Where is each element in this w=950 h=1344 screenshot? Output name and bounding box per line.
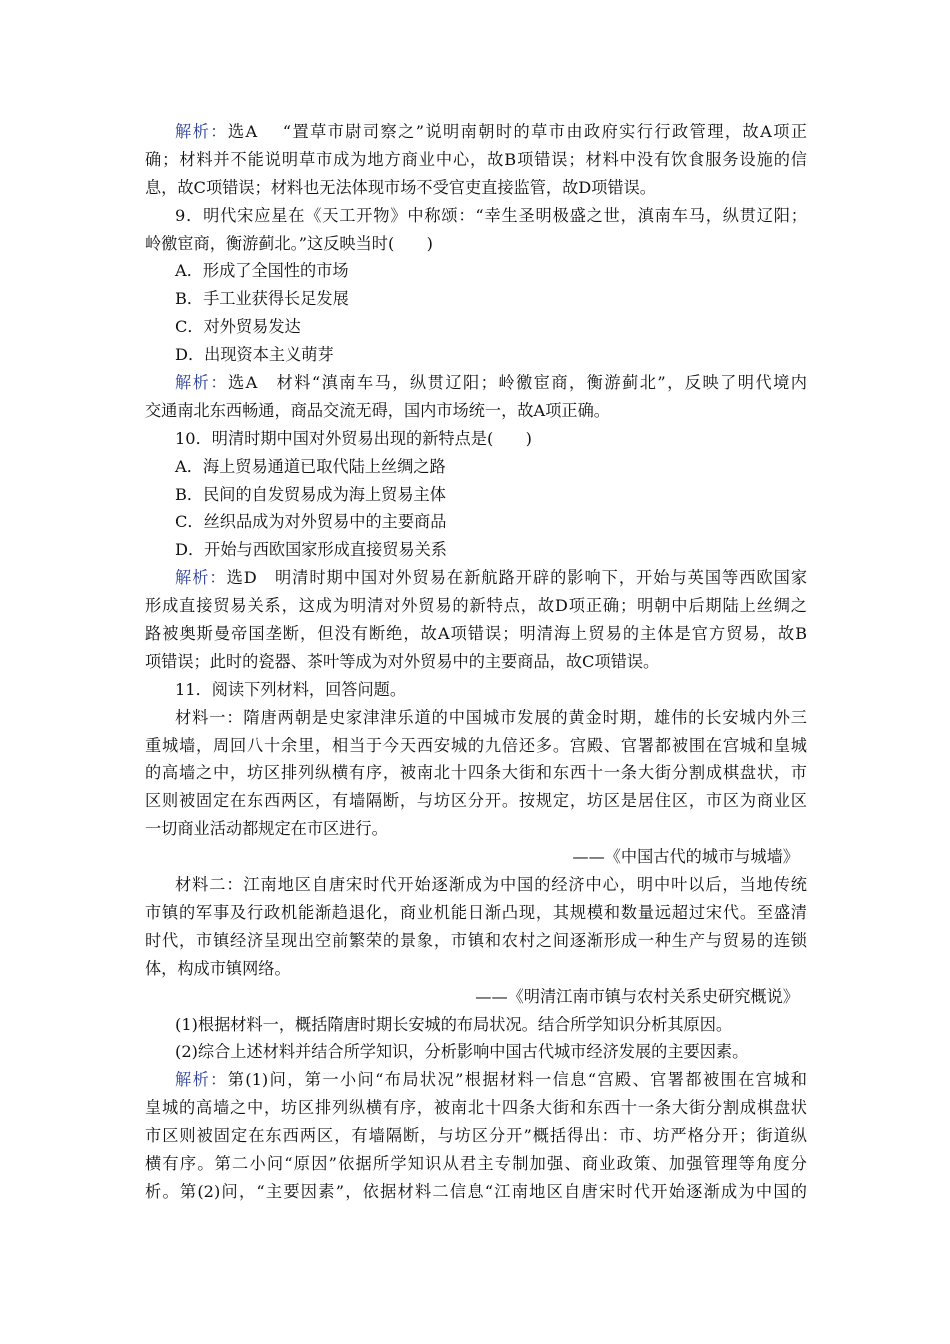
text-line [145,871,807,899]
line-text: 路被奥斯曼帝国垄断，但没有断绝，故A项错误；明清海上贸易的主体是官方贸易，故B [145,624,807,644]
line-text: (1)根据材料一，概括隋唐时期长安城的布局状况。结合所学知识分析其原因。 [175,1014,733,1034]
line-text: 横有序。第二小问“原因”依据所学知识从君主专制加强、商业政策、加强管理等角度分 [145,1153,807,1173]
text-line [145,732,807,760]
text-line [145,341,807,369]
text-line [145,676,807,704]
text-line [145,564,807,592]
line-text: 的高墙之中，坊区排列纵横有序，被南北十四条大街和东西十一条大街分割成棋盘状，市 [145,763,807,783]
text-line [145,927,807,955]
text-line [145,146,807,174]
text-line [145,202,807,230]
analysis-label: 解析： [175,373,229,393]
text-line [145,1038,807,1066]
text-line [145,1094,807,1122]
text-line [145,230,807,258]
line-text: A．形成了全国性的市场 [175,261,349,281]
text-line [145,313,807,341]
text-line [145,508,807,536]
text-line [145,1150,807,1178]
line-text: ——《中国古代的城市与城墙》 [572,847,799,867]
text-line [145,899,807,927]
line-text: 息，故C项错误；材料也无法体现市场不受官吏直接监管，故D项错误。 [145,177,656,197]
text-line [145,1066,807,1094]
text-line [145,425,807,453]
line-text: 市镇的军事及行政机能渐趋退化，商业机能日渐凸现，其规模和数量远超过宋代。至盛清 [145,902,807,922]
text-line [145,983,807,1011]
line-text: 11．阅读下列材料，回答问题。 [175,679,407,699]
line-text: 选A 材料“滇南车马，纵贯辽阳；岭徼宦商，衡游蓟北”，反映了明代境内 [228,373,807,393]
line-text: 选D 明清时期中国对外贸易在新航路开辟的影响下，开始与英国等西欧国家 [226,568,807,588]
text-line [145,787,807,815]
text-line [145,1011,807,1039]
analysis-label: 解析： [175,122,228,141]
text-line [145,620,807,648]
text-line [145,397,807,425]
line-text: 选A “置草市尉司察之”说明南朝时的草市由政府实行行政管理，故A项正 [227,122,807,141]
line-text: 区则被固定在东西两区，有墙隔断，与坊区分开。按规定，坊区是居住区，市区为商业区 [145,791,807,811]
line-text: A．海上贸易通道已取代陆上丝绸之路 [175,456,446,476]
line-text: ——《明清江南市镇与农村关系史研究概说》 [475,986,799,1006]
line-text: 市区则被固定在东西两区，有墙隔断，与坊区分开”概括得出：市、坊严格分开；街道纵 [145,1126,807,1146]
text-line [145,285,807,313]
line-text: B．手工业获得长足发展 [175,289,349,309]
text-line [145,1122,807,1150]
line-text: 析。第(2)问，“主要因素”，依据材料二信息“江南地区自唐宋时代开始逐渐成为中国的 [145,1181,807,1201]
line-text: C．丝织品成为对外贸易中的主要商品 [175,512,447,532]
line-text: 体，构成市镇网络。 [145,958,291,978]
document-page [145,118,807,1206]
text-line [145,648,807,676]
text-line [145,481,807,509]
line-text: 材料一：隋唐两朝是史家津津乐道的中国城市发展的黄金时期，雄伟的长安城内外三 [175,707,807,727]
line-text: 形成直接贸易关系，这成为明清对外贸易的新特点，故D项正确；明朝中后期陆上丝绸之 [145,596,807,616]
text-line [145,369,807,397]
text-line [145,955,807,983]
analysis-label: 解析： [175,1070,228,1090]
line-text: D．出现资本主义萌芽 [175,345,334,365]
line-text: (2)综合上述材料并结合所学知识，分析影响中国古代城市经济发展的主要因素。 [175,1042,749,1062]
text-line [145,118,807,146]
line-text: 材料二：江南地区自唐宋时代开始逐渐成为中国的经济中心，明中叶以后，当地传统 [175,875,807,895]
line-text: 时代，市镇经济呈现出空前繁荣的景象，市镇和农村之间逐渐形成一种生产与贸易的连锁 [145,930,807,950]
text-line [145,592,807,620]
line-text: 10．明清时期中国对外贸易出现的新特点是( ) [175,428,532,448]
text-line [145,759,807,787]
line-text: 交通南北东西畅通，商品交流无碍，国内市场统一，故A项正确。 [145,400,610,420]
line-text: B．民间的自发贸易成为海上贸易主体 [175,484,446,504]
text-line [145,257,807,285]
text-line [145,704,807,732]
line-text: 第(1)问，第一小问“布局状况”根据材料一信息“宫殿、官署都被围在宫城和 [227,1070,807,1090]
text-line [145,536,807,564]
line-text: 岭徼宦商，衡游蓟北。”这反映当时( ) [145,233,433,253]
line-text: 9．明代宋应星在《天工开物》中称颂：“幸生圣明极盛之世，滇南车马，纵贯辽阳； [175,205,807,225]
line-text: 确；材料并不能说明草市成为地方商业中心，故B项错误；材料中没有饮食服务设施的信 [145,149,807,169]
text-line [145,174,807,202]
text-line [145,815,807,843]
analysis-label: 解析： [175,568,227,588]
text-line [145,453,807,481]
line-text: 项错误；此时的瓷器、茶叶等成为对外贸易中的主要商品，故C项错误。 [145,651,660,671]
line-text: 一切商业活动都规定在市区进行。 [145,819,388,839]
line-text: 皇城的高墙之中，坊区排列纵横有序，被南北十四条大街和东西十一条大街分割成棋盘状 [145,1098,807,1118]
line-text: C．对外贸易发达 [175,317,301,337]
line-text: 重城墙，周回八十余里，相当于今天西安城的九倍还多。宫殿、官署都被围在宫城和皇城 [145,735,807,755]
text-line [145,1178,807,1206]
text-line [145,843,807,871]
line-text: D．开始与西欧国家形成直接贸易关系 [175,540,447,560]
